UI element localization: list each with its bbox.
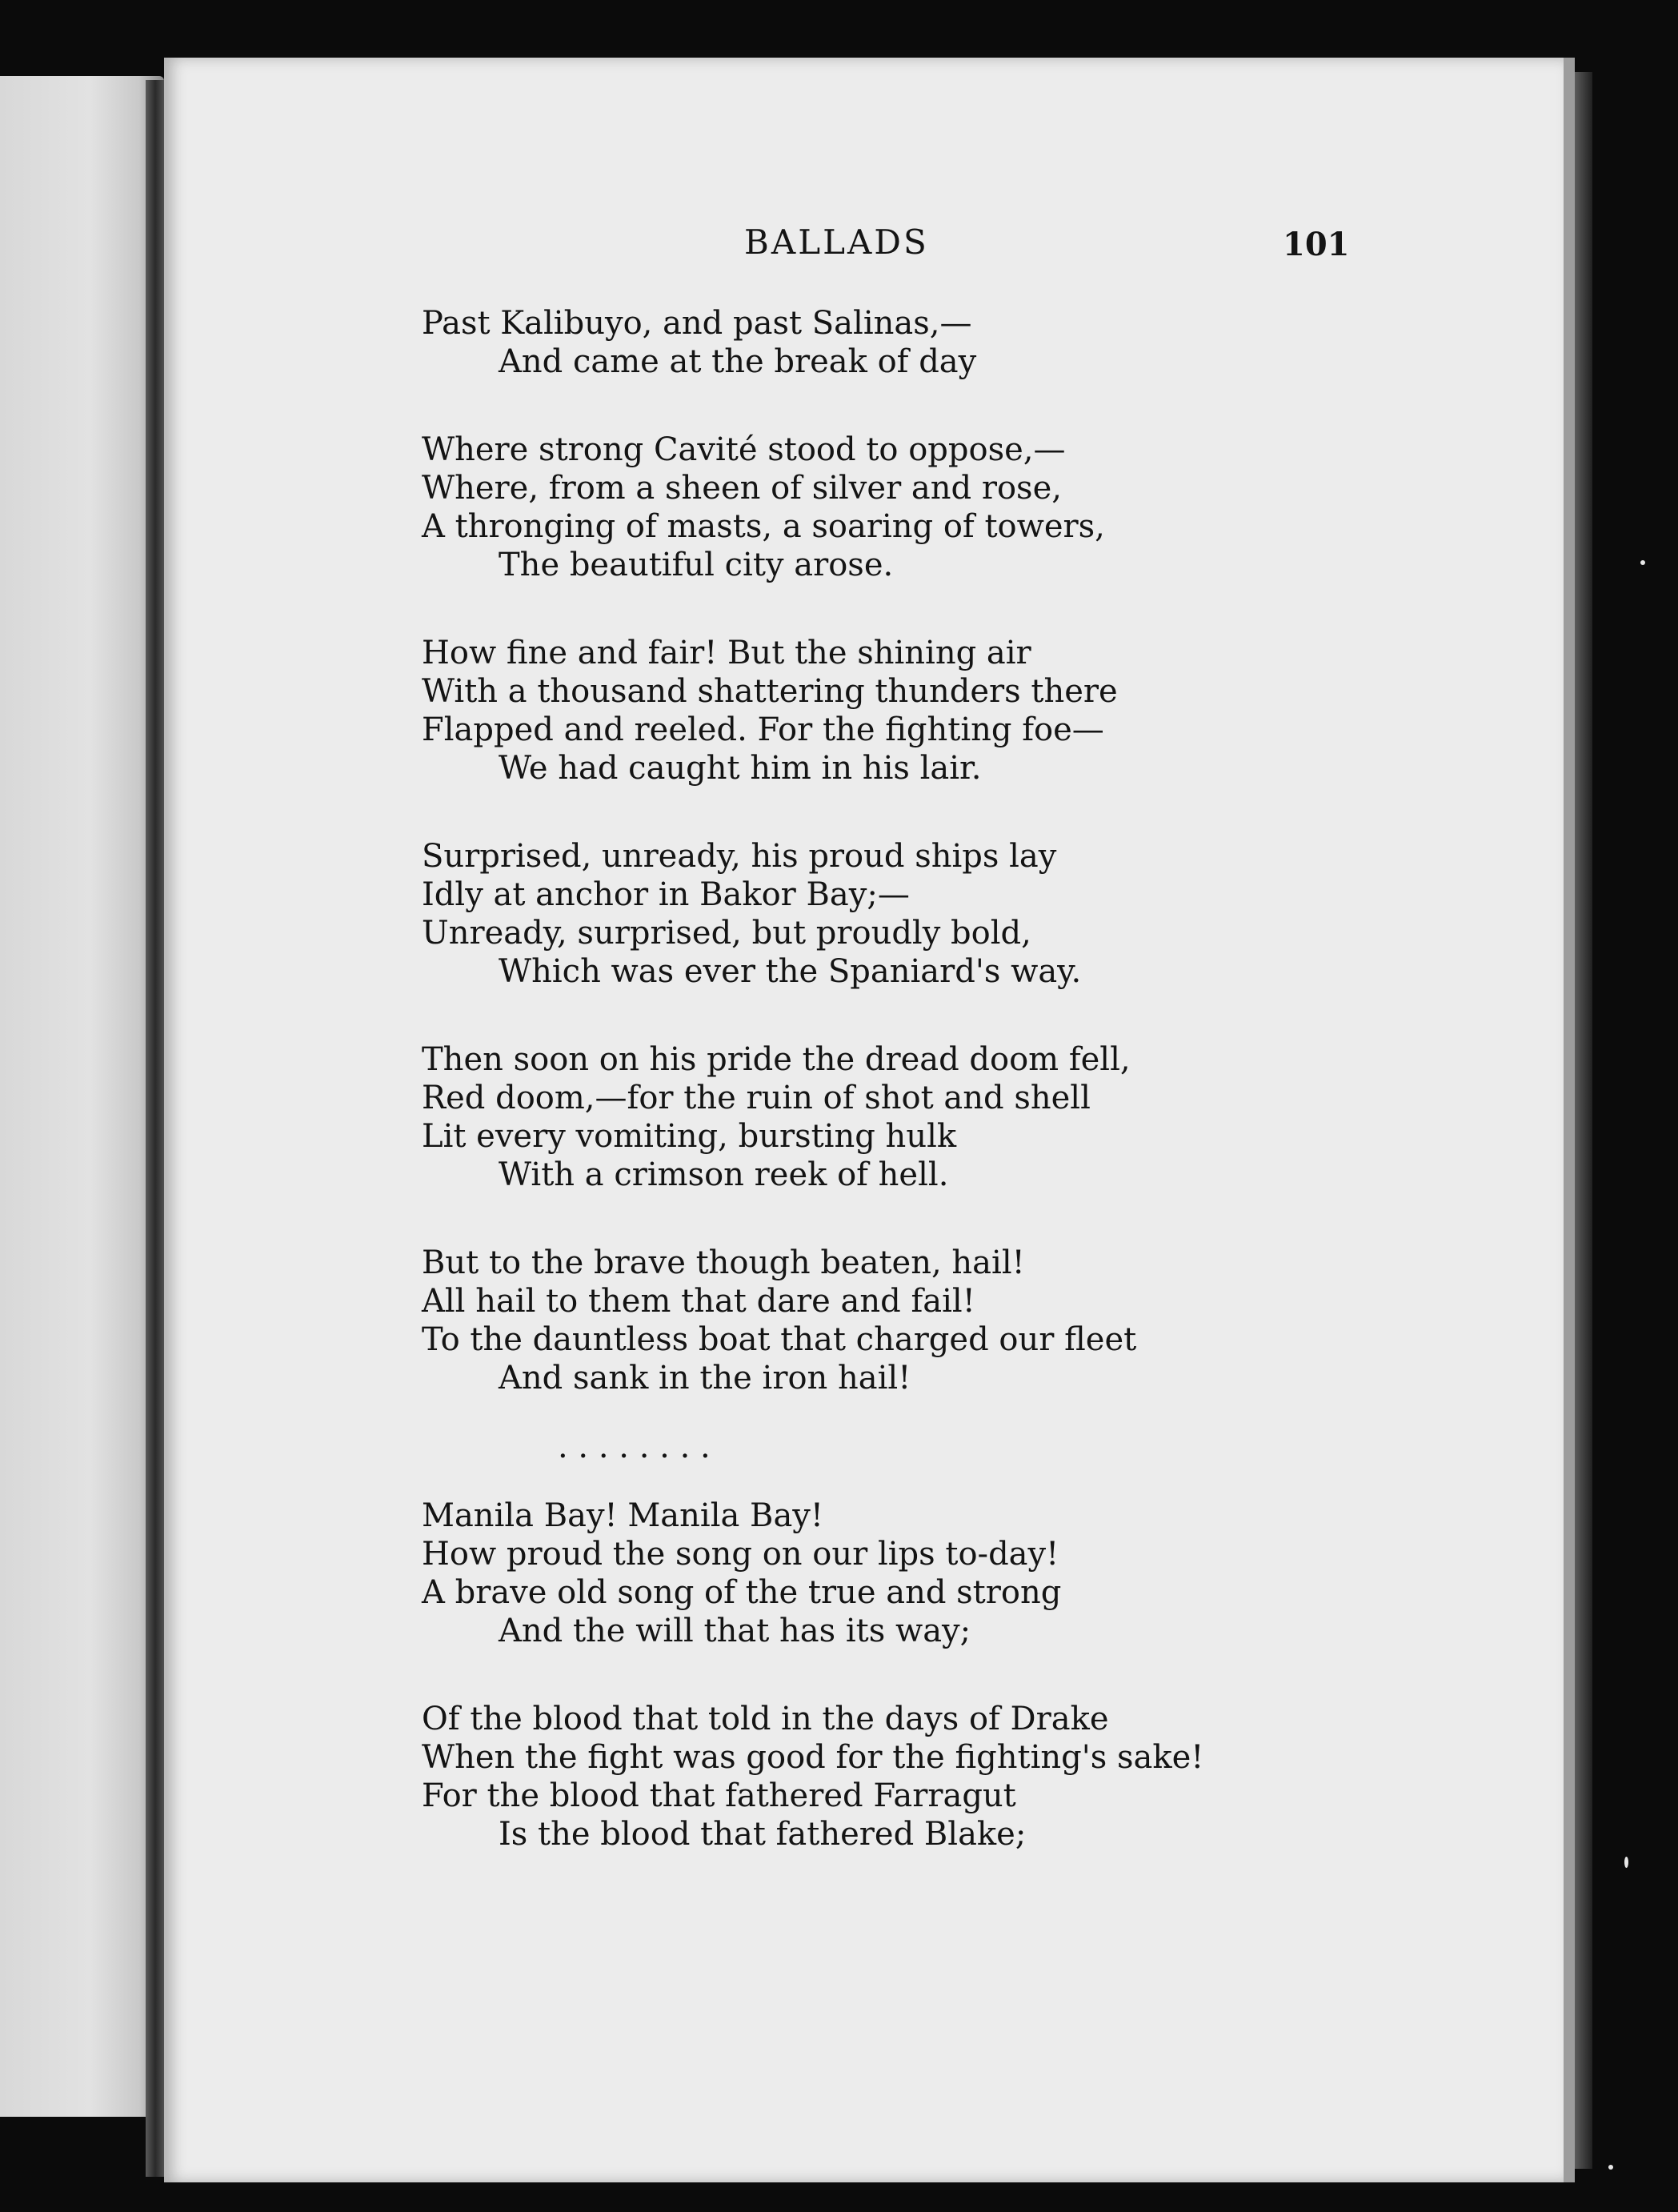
stanza (422, 304, 1382, 381)
running-head-title: BALLADS (744, 222, 929, 262)
poem-line: The beautiful city arose. (499, 547, 894, 583)
poem-line: Red doom,—for the ruin of shot and shell (422, 1080, 1091, 1116)
poem-line: Where, from a sheen of silver and rose, (422, 470, 1062, 507)
scan-speck (1608, 2165, 1613, 2170)
poem-line: Where strong Cavité stood to oppose,— (422, 431, 1066, 468)
facing-page-edge (0, 76, 164, 2117)
poem-line: To the dauntless boat that charged our fleet (422, 1321, 1137, 1358)
scan-speck (1624, 1857, 1628, 1868)
poem-line: We had caught him in his lair. (499, 750, 982, 787)
poem-line: For the blood that fathered Farragut (422, 1777, 1016, 1814)
page-fore-edge (1575, 72, 1592, 2169)
stanza (422, 1244, 1382, 1397)
poem-line: Idly at anchor in Bakor Bay;— (422, 876, 910, 913)
poem-line: Lit every vomiting, bursting hulk (422, 1118, 957, 1155)
stanza (422, 634, 1382, 787)
poem-line: Of the blood that told in the days of Drake (422, 1701, 1109, 1737)
poem-line: And sank in the iron hail! (499, 1360, 911, 1397)
poem-line: When the fight was good for the fighting's sake! (422, 1739, 1204, 1776)
stanza (422, 1700, 1382, 1853)
poem-line: A thronging of masts, a soaring of towers, (422, 508, 1105, 545)
poem-line: All hail to them that dare and fail! (422, 1283, 975, 1320)
poem-line: Which was ever the Spaniard's way. (499, 953, 1082, 990)
poem-line: And came at the break of day (499, 343, 977, 380)
poem-body (422, 304, 1382, 1903)
poem-line: A brave old song of the true and strong (422, 1574, 1062, 1611)
poem-line: And the will that has its way; (499, 1613, 971, 1649)
poem-line: Then soon on his pride the dread doom fell, (422, 1041, 1131, 1078)
stanza (422, 837, 1382, 991)
poem-line: Is the blood that fathered Blake; (499, 1816, 1027, 1853)
stanza (422, 1040, 1382, 1194)
stanza (422, 431, 1382, 584)
poem-line: Manila Bay! Manila Bay! (422, 1497, 823, 1534)
section-separator: . . . . . . . . (558, 1429, 711, 1465)
poem-line: With a thousand shattering thunders there (422, 673, 1118, 710)
stanza (422, 1497, 1382, 1650)
poem-line: Unready, surprised, but proudly bold, (422, 915, 1031, 952)
poem-line: How fine and fair! But the shining air (422, 635, 1031, 671)
poem-line: But to the brave though beaten, hail! (422, 1244, 1025, 1281)
poem-line: Flapped and reeled. For the fighting foe— (422, 711, 1104, 748)
poem-line: Surprised, unready, his proud ships lay (422, 838, 1057, 875)
poem-line: Past Kalibuyo, and past Salinas,— (422, 305, 972, 342)
running-head (0, 222, 1678, 270)
scan-speck (1640, 560, 1645, 565)
page-number: 101 (1283, 226, 1350, 263)
poem-line: With a crimson reek of hell. (499, 1156, 949, 1193)
poem-line: How proud the song on our lips to-day! (422, 1536, 1059, 1573)
